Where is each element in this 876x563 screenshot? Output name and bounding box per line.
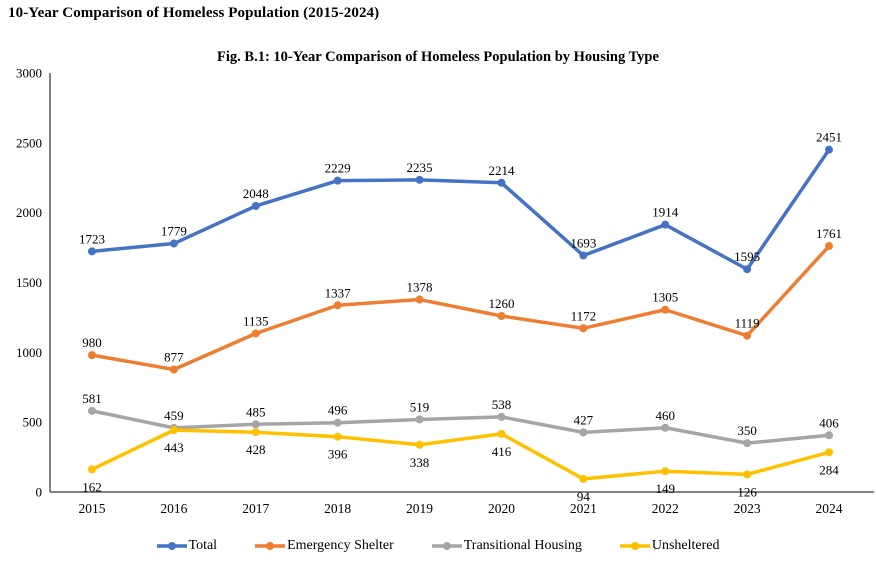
chart-title: Fig. B.1: 10-Year Comparison of Homeless Population by Housing Type: [217, 49, 659, 65]
x-axis-category-label: 2023: [733, 501, 761, 516]
data-label-transitional-housing-2015: 581: [82, 390, 102, 406]
series-emergency-shelter: [88, 242, 833, 373]
data-label-emergency-shelter-2022: 1305: [652, 289, 679, 305]
data-label-transitional-housing-2018: 496: [327, 402, 348, 418]
x-axis-category-label: 2017: [242, 501, 270, 516]
data-point-unsheltered-2024: [825, 448, 833, 456]
data-point-transitional-housing-2021: [579, 428, 587, 436]
series-line-emergency-shelter: [92, 246, 829, 369]
data-label-unsheltered-2020: 416: [491, 443, 512, 459]
data-point-unsheltered-2017: [252, 428, 260, 436]
data-point-transitional-housing-2020: [497, 413, 505, 421]
data-point-total-2020: [497, 179, 505, 187]
data-label-total-2016: 1779: [160, 223, 187, 239]
x-axis-category-label: 2024: [815, 501, 843, 516]
data-point-transitional-housing-2019: [416, 416, 424, 424]
series-unsheltered: [88, 426, 833, 483]
data-label-emergency-shelter-2017: 1135: [243, 313, 269, 329]
data-label-emergency-shelter-2015: 980: [82, 335, 102, 351]
data-labels-emergency-shelter: [82, 223, 843, 365]
legend-label-emergency-shelter: Emergency Shelter: [287, 538, 394, 553]
data-label-emergency-shelter-2020: 1260: [488, 296, 515, 312]
data-label-unsheltered-2021: 94: [576, 488, 590, 504]
legend-label-unsheltered: Unsheltered: [651, 538, 720, 553]
data-label-emergency-shelter-2016: 877: [164, 349, 184, 365]
data-label-total-2021: 1693: [570, 235, 597, 251]
y-axis-tick-label: 500: [22, 414, 42, 430]
x-axis-category-label: 2015: [78, 501, 106, 516]
data-label-emergency-shelter-2021: 1172: [570, 308, 597, 324]
data-label-unsheltered-2018: 396: [327, 446, 348, 462]
data-point-emergency-shelter-2021: [579, 324, 587, 332]
data-label-unsheltered-2016: 443: [164, 440, 184, 456]
data-point-total-2021: [579, 252, 587, 260]
legend-item-total: [157, 538, 218, 554]
data-label-total-2017: 2048: [242, 185, 269, 201]
data-point-emergency-shelter-2022: [661, 306, 669, 314]
data-point-emergency-shelter-2016: [170, 366, 178, 374]
data-label-unsheltered-2015: 162: [82, 479, 102, 495]
data-point-transitional-housing-2022: [661, 424, 669, 432]
data-label-total-2020: 2214: [488, 162, 515, 178]
legend-item-unsheltered: [620, 538, 720, 554]
data-point-emergency-shelter-2017: [252, 329, 260, 337]
data-point-total-2018: [334, 177, 342, 185]
data-point-unsheltered-2015: [88, 465, 96, 473]
data-label-total-2023: 1595: [734, 249, 761, 265]
data-point-transitional-housing-2017: [252, 420, 260, 428]
data-point-total-2016: [170, 240, 178, 248]
data-label-unsheltered-2019: 338: [409, 454, 430, 470]
legend-item-transitional-housing: [432, 538, 582, 554]
x-axis-category-label: 2021: [569, 501, 597, 516]
emergency-shelter-legend-marker-icon: [255, 541, 285, 551]
x-axis-category-labels: [79, 501, 843, 516]
data-point-unsheltered-2018: [334, 433, 342, 441]
series-total: [88, 146, 833, 274]
data-label-total-2015: 1723: [79, 231, 105, 247]
transitional-housing-legend-marker-icon: [432, 541, 462, 551]
data-label-total-2018: 2229: [324, 160, 351, 176]
data-label-transitional-housing-2023: 350: [737, 423, 757, 439]
data-label-total-2022: 1914: [652, 204, 679, 220]
total-legend-marker-icon: [157, 541, 187, 551]
unsheltered-legend-marker-icon: [620, 541, 650, 551]
data-point-emergency-shelter-2015: [88, 351, 96, 359]
data-label-transitional-housing-2022: 460: [655, 407, 675, 423]
data-label-unsheltered-2024: 284: [819, 462, 839, 478]
data-point-total-2023: [743, 265, 751, 273]
y-axis-tick-label: 2000: [16, 205, 42, 221]
data-label-emergency-shelter-2019: 1378: [406, 279, 433, 295]
x-axis-category-label: 2020: [487, 501, 515, 516]
data-label-total-2019: 2235: [406, 159, 433, 175]
data-point-emergency-shelter-2019: [416, 296, 424, 304]
data-point-unsheltered-2020: [497, 430, 505, 438]
data-label-unsheltered-2022: 149: [655, 481, 675, 497]
data-label-transitional-housing-2019: 519: [409, 399, 430, 415]
data-label-unsheltered-2023: 126: [737, 484, 757, 500]
legend-label-total: Total: [188, 538, 218, 553]
data-point-emergency-shelter-2018: [334, 301, 342, 309]
y-axis-tick-labels: [16, 66, 42, 500]
data-label-unsheltered-2017: 428: [246, 442, 266, 458]
legend-item-emergency-shelter: [255, 538, 394, 554]
x-axis-category-label: 2016: [160, 501, 188, 516]
y-axis-tick-label: 1000: [16, 344, 42, 360]
series-line-total: [92, 150, 829, 270]
data-point-total-2019: [416, 176, 424, 184]
x-axis-category-label: 2019: [406, 501, 434, 516]
data-point-unsheltered-2019: [416, 441, 424, 449]
data-label-transitional-housing-2016: 459: [164, 407, 184, 423]
data-label-transitional-housing-2021: 427: [573, 412, 594, 428]
data-label-total-2024: 2451: [816, 129, 843, 145]
y-axis-tick-label: 0: [35, 484, 42, 500]
data-label-emergency-shelter-2024: 1761: [816, 226, 843, 242]
data-point-transitional-housing-2024: [825, 431, 833, 439]
data-point-unsheltered-2023: [743, 470, 751, 478]
data-point-total-2022: [661, 221, 669, 229]
y-axis-tick-label: 2500: [16, 135, 42, 151]
data-point-emergency-shelter-2023: [743, 332, 751, 340]
data-point-transitional-housing-2018: [334, 419, 342, 427]
data-point-emergency-shelter-2020: [497, 312, 505, 320]
y-axis-tick-label: 1500: [16, 275, 42, 290]
x-axis-category-label: 2018: [324, 501, 352, 516]
data-point-transitional-housing-2023: [743, 439, 751, 447]
data-label-emergency-shelter-2023: 1119: [734, 315, 760, 331]
document-heading: 10-Year Comparison of Homeless Population (2015-2024): [8, 5, 380, 21]
data-label-transitional-housing-2017: 485: [246, 404, 266, 420]
data-label-emergency-shelter-2018: 1337: [324, 285, 351, 301]
x-axis-category-label: 2022: [651, 501, 679, 516]
data-point-total-2017: [252, 202, 260, 210]
data-point-unsheltered-2022: [661, 467, 669, 475]
data-point-unsheltered-2021: [579, 475, 587, 483]
data-point-total-2015: [88, 247, 96, 255]
y-axis-tick-label: 3000: [16, 65, 42, 81]
legend-label-transitional-housing: Transitional Housing: [463, 538, 582, 553]
data-point-transitional-housing-2015: [88, 407, 96, 415]
data-point-emergency-shelter-2024: [825, 242, 833, 250]
data-labels-total: [79, 130, 842, 265]
data-point-unsheltered-2016: [170, 426, 178, 434]
data-point-total-2024: [825, 146, 833, 154]
chart-legend: [0, 538, 876, 554]
data-label-transitional-housing-2024: 406: [819, 415, 839, 431]
data-label-transitional-housing-2020: 538: [491, 396, 512, 412]
